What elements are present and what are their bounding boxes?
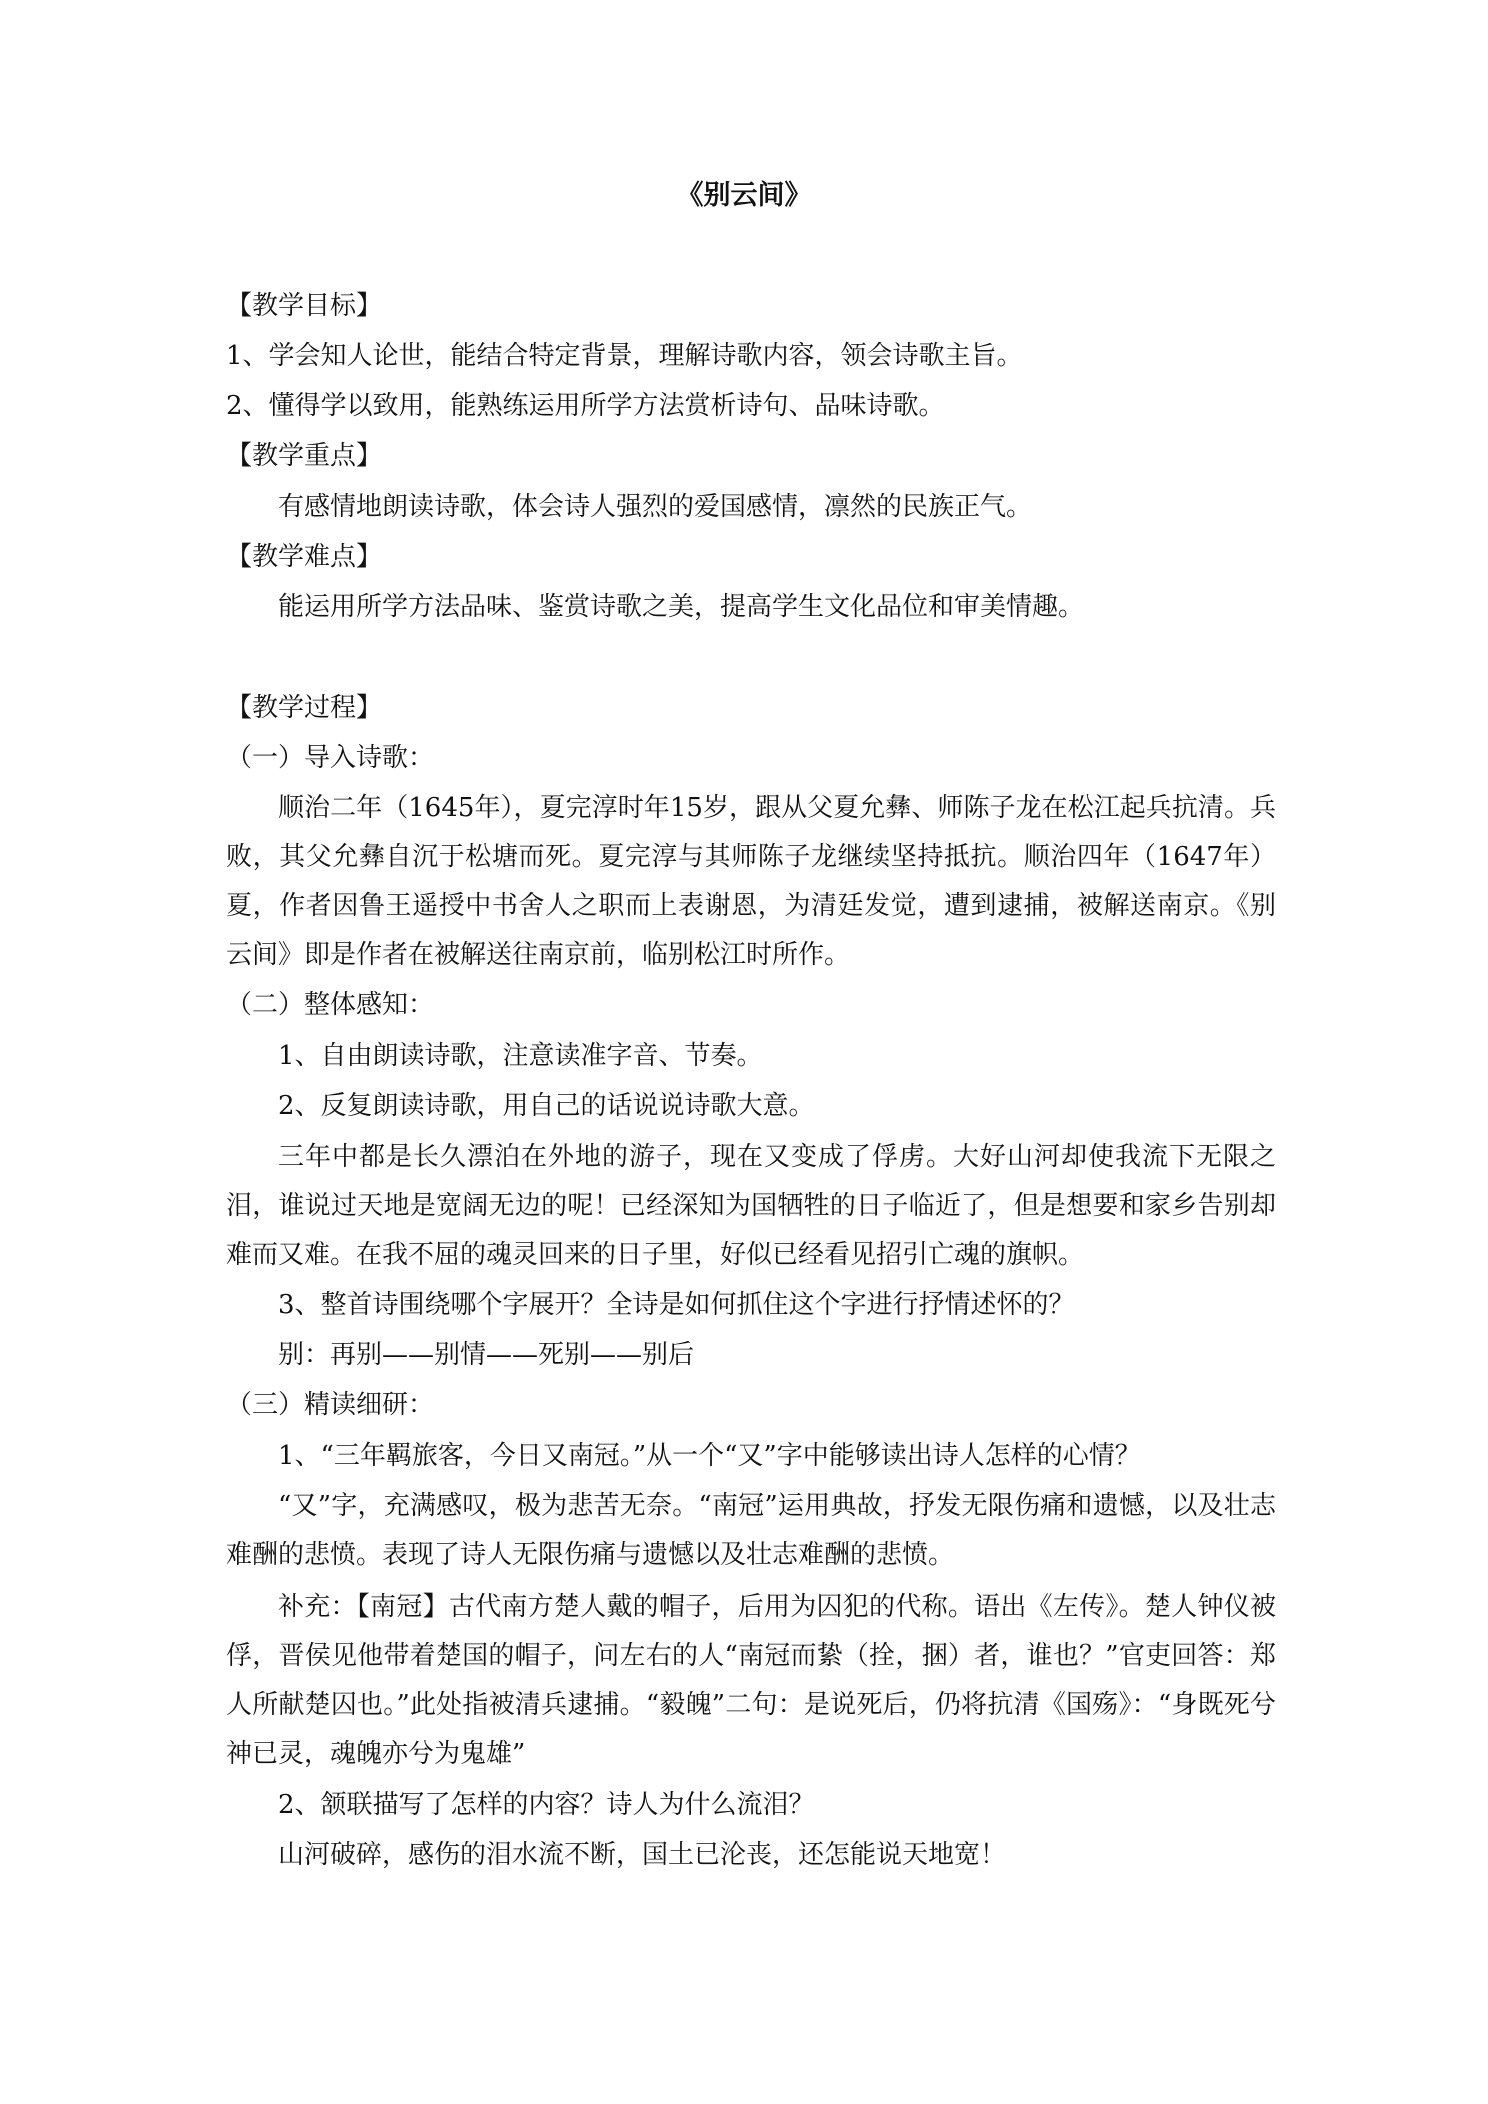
question-1: 1、“三年羁旅客，今日又南冠。”从一个“又”字中能够读出诗人怎样的心情？ (278, 1441, 1141, 1471)
section-intro-heading: （一）导入诗歌： (226, 743, 435, 773)
answer-2: 山河破碎，感伤的泪水流不断，国土已沦丧，还怎能说天地宽！ (278, 1840, 1007, 1870)
page-title: 《别云间》 (676, 180, 812, 211)
question-2: 2、颔联描写了怎样的内容？诗人为什么流泪？ (278, 1790, 815, 1820)
perceive-item-1: 1、自由朗读诗歌，注意读准字音、节奏。 (278, 1041, 763, 1071)
perceive-item-2: 2、反复朗读诗歌，用自己的话说说诗歌大意。 (278, 1091, 815, 1121)
intro-paragraph: 顺治二年（1645年），夏完淳时年15岁，跟从父夏允彝、师陈子龙在松江起兵抗清。兵败，其父允彝自沉于松塘而死。夏完淳与其师陈子龙继续坚持抵抗。顺治四年（1647年）夏，作者因鲁王遥授中书舍人之职而上表谢恩，为清廷发觉，遭到逮捕，被解送南京。《别云间》即是作者在被解送往南京前，临别松江时所作。 (226, 793, 1276, 970)
key-points-text: 有感情地朗读诗歌，体会诗人强烈的爱国感情，凛然的民族正气。 (278, 492, 1033, 522)
perceive-item-3: 3、整首诗围绕哪个字展开？全诗是如何抓住这个字进行抒情述怀的？ (278, 1290, 1075, 1320)
difficulty-text: 能运用所学方法品味、鉴赏诗歌之美，提高学生文化品位和审美情趣。 (278, 592, 1085, 622)
answer-1-paragraph: “又”字，充满感叹，极为悲苦无奈。“南冠”运用典故，抒发无限伤痛和遗憾，以及壮志难酬的悲愤。表现了诗人无限伤痛与遗憾以及壮志难酬的悲愤。 (226, 1491, 1276, 1570)
section-perceive-heading: （二）整体感知： (226, 990, 435, 1020)
goal-item-2: 2、懂得学以致用，能熟练运用所学方法赏析诗句、品味诗歌。 (226, 391, 945, 421)
section-close-reading-heading: （三）精读细研： (226, 1390, 435, 1420)
meaning-paragraph: 三年中都是长久漂泊在外地的游子，现在又变成了俘虏。大好山河却使我流下无限之泪，谁说过天地是宽阔无边的呢！已经深知为国牺牲的日子临近了，但是想要和家乡告别却难而又难。在我不屈的魂灵回来的日子里，好似已经看见招引亡魂的旗帜。 (226, 1142, 1276, 1270)
supplement-paragraph: 补充：【南冠】古代南方楚人戴的帽子，后用为囚犯的代称。语出《左传》。楚人钟仪被俘，晋侯见他带着楚国的帽子，问左右的人“南冠而絷（拴，捆）者，谁也？”官吏回答：郑人所献楚囚也。”此处指被清兵逮捕。“毅魄”二句：是说死后，仍将抗清《国殇》：“身既死兮神已灵，魂魄亦兮为鬼雄” (226, 1592, 1276, 1769)
goals-heading: 【教学目标】 (226, 291, 383, 321)
key-points-heading: 【教学重点】 (226, 441, 383, 471)
perceive-item-3-answer: 别：再别——别情——死别——别后 (278, 1340, 695, 1370)
difficulty-heading: 【教学难点】 (226, 542, 383, 572)
process-heading: 【教学过程】 (226, 693, 383, 723)
goal-item-1: 1、学会知人论世，能结合特定背景，理解诗歌内容，领会诗歌主旨。 (226, 341, 1023, 371)
